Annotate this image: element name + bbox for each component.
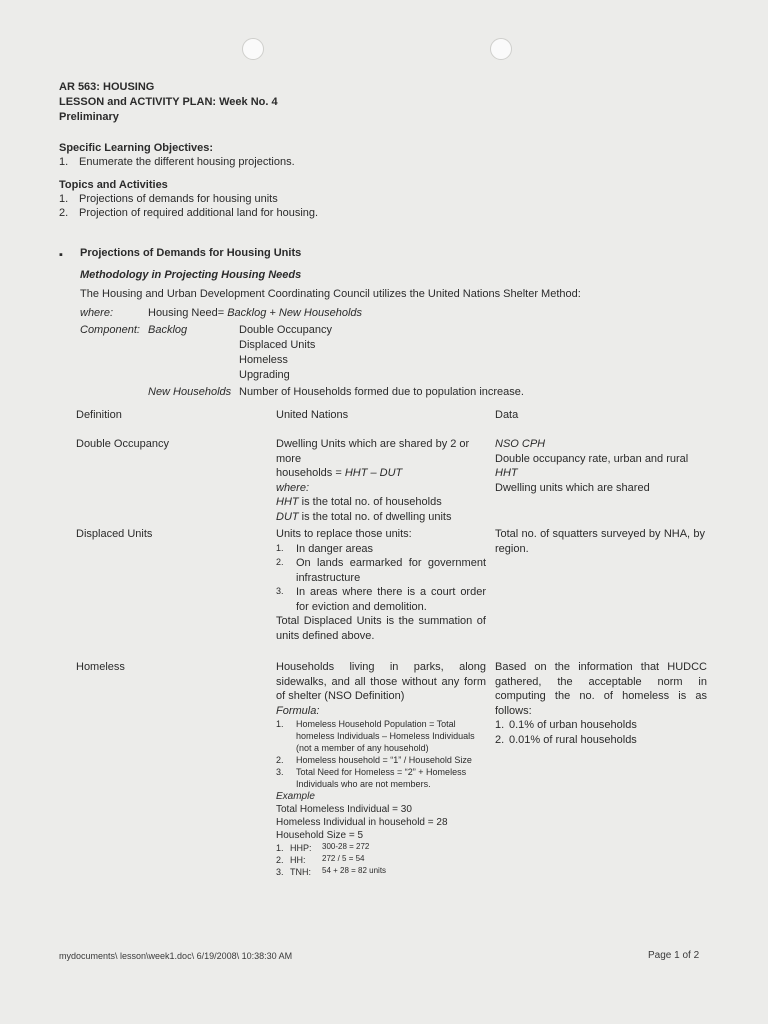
component-label: Component: (80, 324, 140, 336)
footer-path: mydocuments\ lesson\week1.doc\ 6/19/2008\ 10:38:30 AM (59, 951, 293, 961)
homeless-data-cell (495, 660, 707, 747)
new-households-label: New Households (148, 386, 232, 398)
calc-text: 54 + 28 = 82 units (322, 866, 387, 875)
item-text: Homeless household = “1” / Household Size (296, 755, 472, 765)
calc-line (276, 866, 486, 878)
un-dut-text: is the total no. of dwelling units (298, 510, 452, 523)
item-number: 3. (276, 767, 284, 777)
data-source: NSO CPH (495, 438, 546, 450)
displaced-data-cell: Total no. of squatters surveyed by NHA, by region. (495, 528, 705, 555)
calc-label: HH: (290, 855, 306, 865)
row-definition-displaced-units: Displaced Units (76, 528, 153, 540)
topic-number: 2. (59, 207, 69, 219)
table-header-data: Data (495, 409, 519, 421)
calc-label: TNH: (290, 867, 311, 877)
double-occupancy-un-cell (276, 437, 486, 524)
formula-terms: Backlog + New Households (227, 307, 363, 319)
item-text: In danger areas (296, 542, 374, 555)
un-intro: Households living in parks, along sidewalks, and all those without any form of shelter (NSO Definition) (276, 661, 486, 702)
un-formula: HHT – DUT (344, 467, 403, 479)
objective-item (59, 155, 295, 169)
calc-text: 300-28 = 272 (322, 842, 370, 851)
un-hht-abbr: HHT (276, 496, 299, 508)
item-number: 1. (495, 719, 505, 731)
example-label: Example (276, 791, 315, 802)
un-hht-def (276, 495, 486, 510)
un-total: Total Displaced Units is the summation of units defined above. (276, 615, 486, 642)
example-line: Total Homeless Individual = 30 (276, 804, 412, 815)
list-item (276, 542, 486, 557)
list-item (495, 733, 707, 748)
example-line: Household Size = 5 (276, 830, 364, 841)
topic-number: 1. (59, 193, 69, 205)
topic-text: Projections of demands for housing units (79, 193, 278, 205)
displaced-list (276, 542, 486, 615)
list-item (276, 585, 486, 614)
page-number: Page 1 of 2 (648, 950, 700, 961)
formula-list (276, 718, 486, 790)
item-number: 2. (276, 557, 284, 567)
housing-need-formula (148, 306, 362, 320)
backlog-item: Upgrading (239, 369, 290, 381)
item-number: 1. (276, 542, 284, 553)
formula-label: Formula: (276, 704, 320, 717)
formula-prefix: Housing Need= (148, 307, 228, 319)
list-item (276, 766, 486, 790)
section-title: Projections of Demands for Housing Units (80, 247, 302, 259)
list-item (495, 718, 707, 733)
where-label: where: (80, 307, 114, 319)
homeless-un-cell (276, 660, 486, 878)
punch-hole (242, 38, 264, 60)
backlog-item: Homeless (239, 354, 288, 366)
backlog-item: Double Occupancy (239, 324, 332, 336)
un-dut-abbr: DUT (276, 510, 299, 523)
item-text: In areas where there is a court order for eviction and demolition. (296, 586, 486, 613)
calc-number: 2. (276, 855, 284, 865)
list-item (276, 556, 486, 585)
table-header-definition: Definition (76, 409, 122, 421)
example-line: Homeless Individual in household = 28 (276, 817, 448, 828)
data-line: Double occupancy rate, urban and rural (495, 452, 689, 465)
data-line: Dwelling units which are shared (495, 481, 650, 494)
item-number: 2. (276, 755, 284, 765)
objective-text: Enumerate the different housing projections. (79, 156, 295, 168)
un-line: Dwelling Units which are shared by 2 or more (276, 438, 470, 465)
plan-title: LESSON and ACTIVITY PLAN: Week No. 4 (59, 96, 278, 108)
item-number: 2. (495, 733, 505, 746)
calc-number: 3. (276, 867, 284, 877)
un-dut-def (276, 510, 486, 525)
item-text: Total Need for Homeless = “2” + Homeless Individuals who are not members. (296, 767, 467, 789)
un-hht-text: is the total no. of households (298, 496, 442, 508)
backlog-item: Displaced Units (239, 339, 316, 351)
course-title: AR 563: HOUSING (59, 81, 155, 93)
row-definition-homeless: Homeless (76, 661, 125, 673)
item-number: 1. (276, 719, 284, 729)
topic-item (59, 206, 318, 220)
calc-number: 1. (276, 843, 284, 853)
un-line (276, 466, 486, 481)
calc-line (276, 842, 486, 854)
section-subtitle: Methodology in Projecting Housing Needs (80, 269, 302, 281)
calc-line (276, 854, 486, 866)
calc-text: 272 / 5 = 54 (322, 854, 365, 863)
item-text: 0.01% of rural households (509, 733, 637, 746)
un-line-prefix: households = (276, 467, 345, 479)
table-header-un: United Nations (276, 409, 349, 421)
item-text: Homeless Household Population = Total homeless Individuals – Homeless Individuals (not a member of any household) (296, 719, 475, 753)
data-hht: HHT (495, 467, 518, 479)
un-where: where: (276, 481, 310, 494)
calc-label: HHP: (290, 843, 312, 853)
data-intro: Based on the information that HUDCC gathered, the acceptable norm in computing the no. of homeless is as follows: (495, 661, 707, 717)
item-text: 0.1% of urban households (509, 719, 637, 731)
topics-heading: Topics and Activities (59, 179, 168, 191)
term-label: Preliminary (59, 111, 119, 123)
list-item (276, 718, 486, 754)
row-definition-double-occupancy: Double Occupancy (76, 438, 169, 450)
item-text: On lands earmarked for government infrastructure (296, 557, 486, 584)
objectives-heading: Specific Learning Objectives: (59, 142, 214, 154)
backlog-label: Backlog (148, 324, 188, 336)
section-intro: The Housing and Urban Development Coordinating Council utilizes the United Nations Shelter Method: (80, 288, 581, 300)
topic-text: Projection of required additional land for housing. (79, 207, 319, 219)
homeless-norm-list (495, 718, 707, 747)
new-households-text: Number of Households formed due to population increase. (239, 386, 524, 398)
double-occupancy-data-cell (495, 437, 710, 495)
displaced-un-cell (276, 527, 486, 643)
un-intro: Units to replace those units: (276, 528, 412, 540)
item-number: 3. (276, 586, 284, 596)
objective-number: 1. (59, 156, 69, 168)
bullet-icon: ▪ (59, 249, 63, 261)
list-item (276, 754, 486, 766)
punch-hole (490, 38, 512, 60)
topic-item (59, 192, 278, 206)
